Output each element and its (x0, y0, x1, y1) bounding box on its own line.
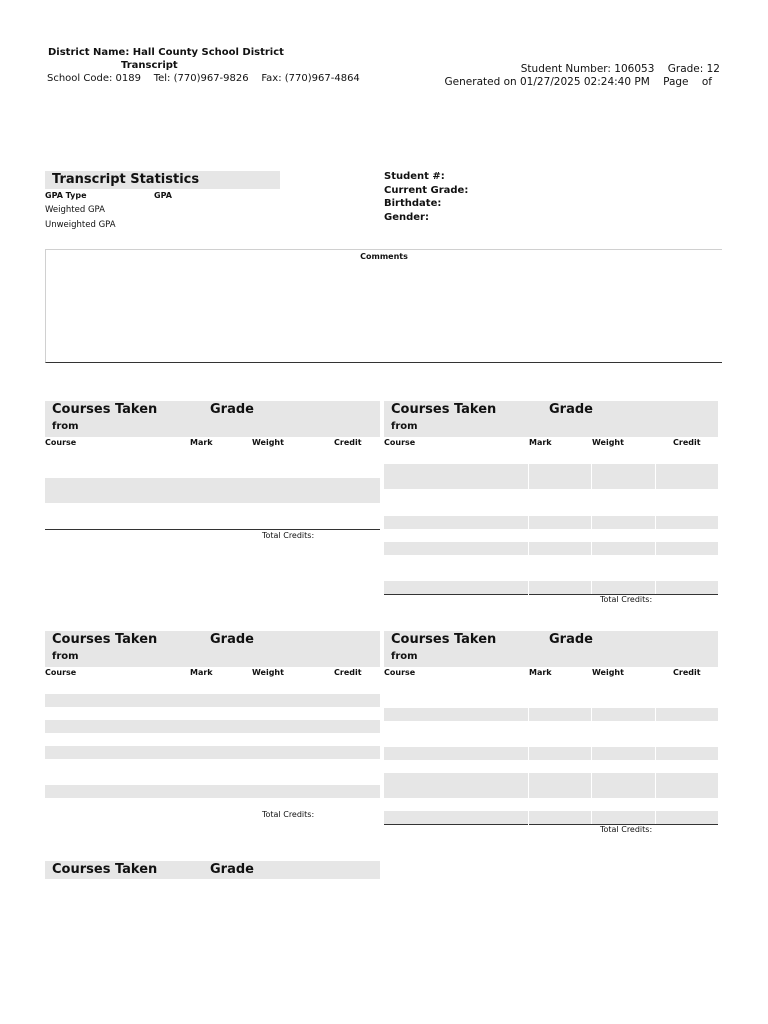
courses-taken-section (45, 861, 380, 879)
column-headers (384, 667, 718, 680)
from-label: from (391, 651, 418, 662)
total-credits-label: Total Credits: (600, 825, 653, 834)
course-rows (384, 450, 718, 620)
course-column-header: Course (384, 668, 416, 677)
total-line (384, 594, 718, 595)
weight-column-header: Weight (592, 438, 624, 447)
gpa-header: GPA (154, 191, 172, 200)
course-rows (384, 680, 718, 850)
course-row (45, 478, 380, 503)
courses-taken-title: Courses Taken (52, 402, 158, 417)
school-contact-line: School Code: 0189 Tel: (770)967-9826 Fax: (770)967-4864 (47, 73, 360, 84)
student-number-label: Student #: (384, 171, 445, 182)
mark-column-header: Mark (190, 668, 213, 677)
course-row (384, 811, 718, 824)
course-section-header (45, 631, 380, 667)
total-line (45, 529, 380, 530)
credit-column-header: Credit (673, 668, 701, 677)
course-rows (45, 450, 380, 555)
weight-column-header: Weight (252, 668, 284, 677)
course-row (45, 785, 380, 798)
course-row (384, 747, 718, 760)
credit-column-header: Credit (334, 668, 362, 677)
current-grade-label: Current Grade: (384, 184, 469, 196)
courses-taken-title: Courses Taken (52, 862, 158, 877)
courses-taken-section (45, 401, 380, 555)
grade-label: Grade (210, 862, 254, 877)
course-section-header (45, 861, 380, 879)
course-column-header: Course (45, 438, 77, 447)
credit-column-header: Credit (673, 438, 701, 447)
from-label: from (52, 421, 79, 432)
total-credits-label: Total Credits: (262, 531, 315, 540)
courses-taken-section (45, 631, 380, 830)
courses-taken-title: Courses Taken (52, 632, 158, 647)
total-credits-label: Total Credits: (600, 595, 653, 604)
transcript-statistics-title: Transcript Statistics (45, 171, 280, 189)
district-name: District Name: Hall County School District (48, 47, 284, 58)
courses-taken-title: Courses Taken (391, 402, 497, 417)
course-column-header: Course (45, 668, 77, 677)
comments-label: Comments (360, 252, 408, 261)
weighted-gpa-label: Weighted GPA (45, 205, 105, 215)
unweighted-gpa-label: Unweighted GPA (45, 220, 116, 230)
courses-taken-section (384, 401, 718, 620)
weight-column-header: Weight (592, 668, 624, 677)
generated-line: Generated on 01/27/2025 02:24:40 PM Page of (444, 76, 712, 88)
gpa-type-header: GPA Type (45, 191, 87, 200)
course-section-header (384, 401, 718, 437)
course-row (384, 581, 718, 594)
document-title: Transcript (121, 60, 178, 71)
course-row (384, 708, 718, 721)
column-headers (45, 437, 380, 450)
courses-taken-section (384, 631, 718, 850)
grade-label: Grade (549, 632, 593, 647)
weight-column-header: Weight (252, 438, 284, 447)
total-line (384, 824, 718, 825)
grade-label: Grade (549, 402, 593, 417)
gender-label: Gender: (384, 211, 429, 223)
course-row (45, 694, 380, 707)
mark-column-header: Mark (529, 438, 552, 447)
student-number-line: Student Number: 106053 Grade: 12 (520, 63, 720, 75)
from-label: from (391, 421, 418, 432)
comments-box (45, 249, 722, 363)
course-row (384, 542, 718, 555)
course-section-header (45, 401, 380, 437)
courses-taken-title: Courses Taken (391, 632, 497, 647)
student-info (384, 170, 468, 224)
course-rows (45, 680, 380, 830)
course-row (45, 746, 380, 759)
total-credits-label: Total Credits: (262, 810, 315, 819)
column-headers (384, 437, 718, 450)
course-section-header (384, 631, 718, 667)
grade-label: Grade (210, 402, 254, 417)
column-headers (45, 667, 380, 680)
mark-column-header: Mark (529, 668, 552, 677)
course-row (384, 773, 718, 798)
course-row (45, 720, 380, 733)
course-row (384, 516, 718, 529)
credit-column-header: Credit (334, 438, 362, 447)
course-row (384, 464, 718, 489)
birthdate-label: Birthdate: (384, 198, 442, 209)
grade-label: Grade (210, 632, 254, 647)
from-label: from (52, 651, 79, 662)
mark-column-header: Mark (190, 438, 213, 447)
course-column-header: Course (384, 438, 416, 447)
